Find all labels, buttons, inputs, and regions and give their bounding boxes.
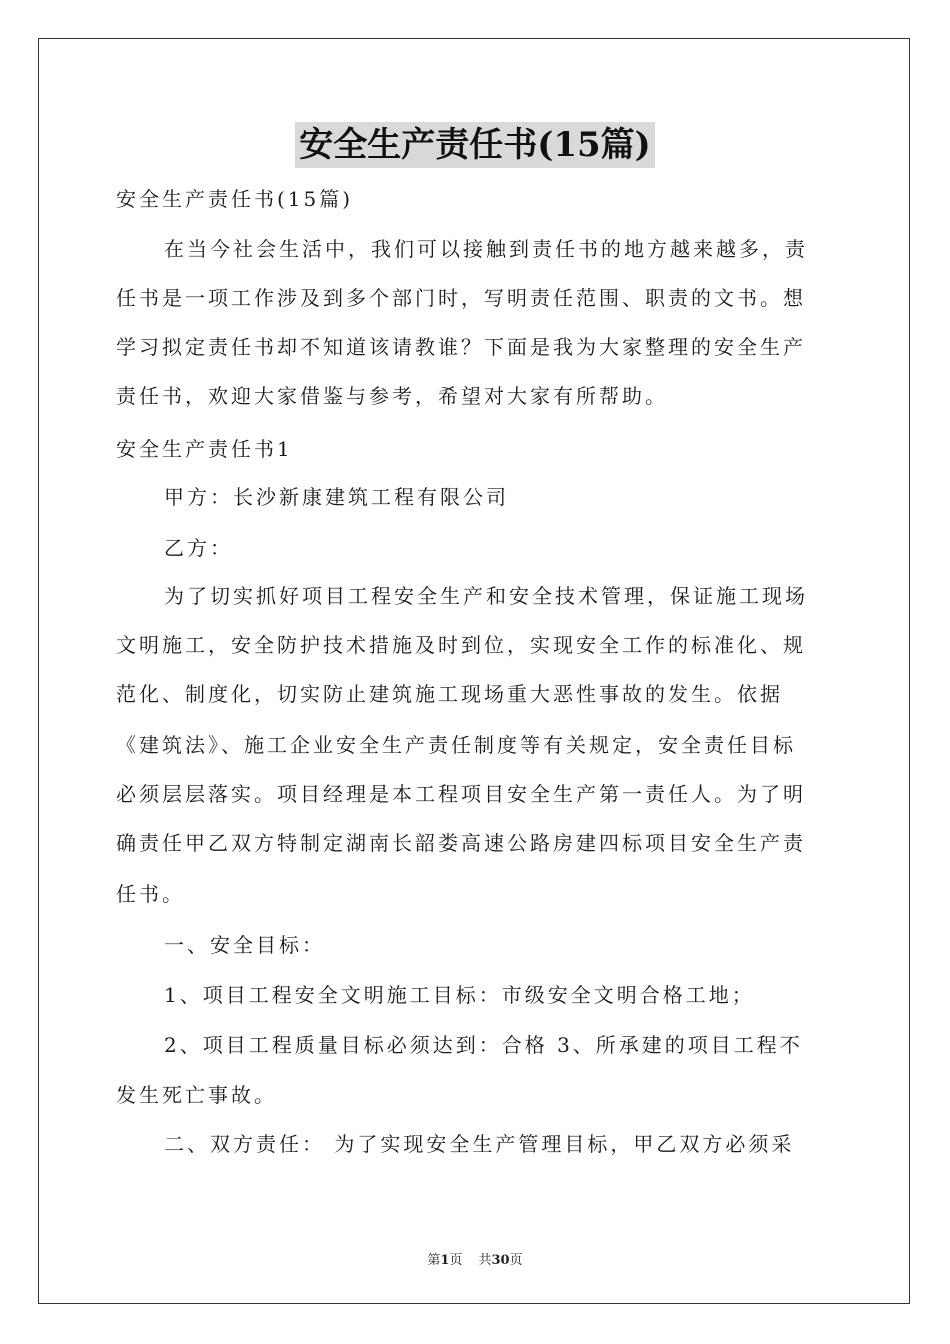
text-line: 甲方：长沙新康建筑工程有限公司 [164, 485, 509, 509]
text-line: 二、双方责任： 为了实现安全生产管理目标，甲乙双方必须采 [164, 1132, 795, 1156]
total-pages: 30 [491, 1253, 510, 1268]
text-line: 范化、制度化，切实防止建筑施工现场重大恶性事故的发生。依据 [116, 682, 783, 706]
title-container [0, 122, 950, 168]
text-line: 安全生产责任书1 [116, 437, 293, 461]
total-suffix: 页 [509, 1253, 523, 1268]
page-current: 1 [440, 1253, 450, 1268]
text-line: 确责任甲乙双方特制定湖南长韶娄高速公路房建四标项目安全生产责 [116, 831, 806, 855]
text-line: 2、项目工程质量目标必须达到：合格 3、所承建的项目工程不 [164, 1033, 803, 1057]
text-line: 一、安全目标： [164, 933, 325, 957]
page-border [38, 38, 910, 1304]
text-line: 学习拟定责任书却不知道该请教谁？下面是我为大家整理的安全生产 [116, 335, 806, 359]
page-footer [0, 1249, 950, 1268]
text-line: 文明施工，安全防护技术措施及时到位，实现安全工作的标准化、规 [116, 633, 806, 657]
text-line: 在当今社会生活中，我们可以接触到责任书的地方越来越多，责 [164, 237, 808, 261]
document-title: 安全生产责任书(15篇) [295, 122, 655, 168]
text-line: 责任书，欢迎大家借鉴与参考，希望对大家有所帮助。 [116, 384, 668, 408]
text-line: 任书。 [116, 882, 185, 906]
text-line: 1、项目工程安全文明施工目标：市级安全文明合格工地； [164, 983, 755, 1007]
page-prefix: 第 [427, 1253, 441, 1268]
total-prefix: 共 [478, 1253, 492, 1268]
page-mid: 页 [449, 1253, 463, 1268]
text-line: 安全生产责任书(15篇) [116, 187, 354, 211]
text-line: 任书是一项工作涉及到多个部门时，写明责任范围、职责的文书。想 [116, 286, 806, 310]
text-line: 为了切实抓好项目工程安全生产和安全技术管理，保证施工现场 [164, 584, 808, 608]
text-line: 乙方： [164, 536, 233, 560]
text-line: 发生死亡事故。 [116, 1083, 277, 1107]
text-line: 必须层层落实。项目经理是本工程项目安全生产第一责任人。为了明 [116, 782, 806, 806]
text-line: 《建筑法》、施工企业安全生产责任制度等有关规定，安全责任目标 [116, 733, 796, 757]
